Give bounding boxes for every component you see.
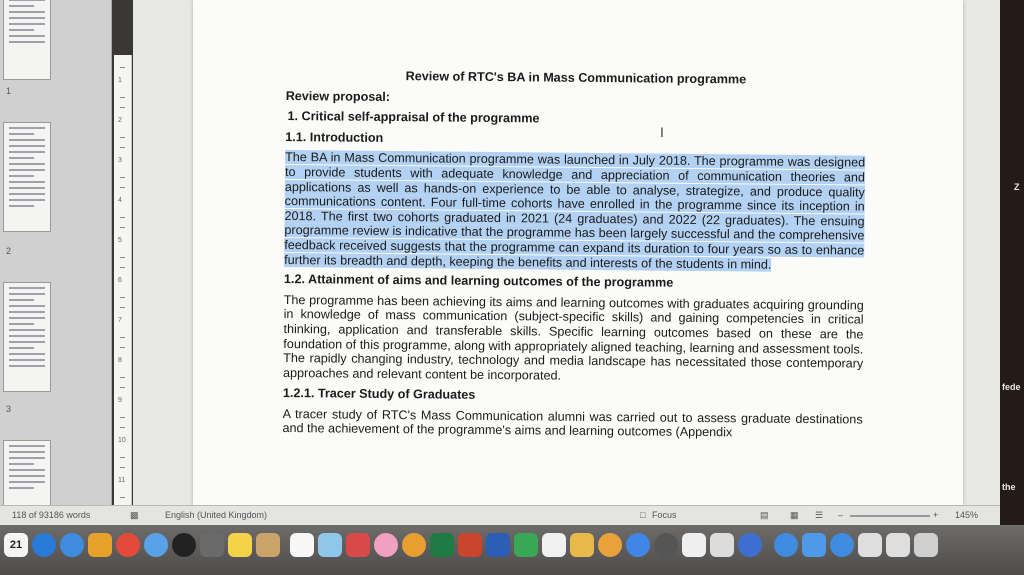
books-icon[interactable] (402, 533, 426, 557)
preview-icon[interactable] (318, 533, 342, 557)
background-text: fede (1002, 382, 1021, 392)
facetime-icon[interactable] (514, 533, 538, 557)
web-layout-icon[interactable]: ☰ (815, 510, 824, 520)
window-thumbnail-icon[interactable] (886, 533, 910, 557)
background-window (1000, 0, 1024, 525)
ruler-number: 10 (118, 437, 126, 444)
status-bar (0, 505, 1000, 525)
ruler-number: 1 (118, 77, 122, 84)
trash-icon[interactable] (914, 533, 938, 557)
downloads-folder-icon[interactable] (774, 533, 798, 557)
background-text: Z (1014, 182, 1020, 192)
chrome-icon[interactable] (116, 533, 140, 557)
section-heading-1-2-1: 1.2.1. Tracer Study of Graduates (282, 386, 476, 403)
ruler-number: 9 (118, 397, 122, 404)
app-store-alt-icon[interactable] (626, 533, 650, 557)
notes-icon[interactable] (228, 533, 252, 557)
ruler-number: 3 (118, 157, 122, 164)
textedit-icon[interactable] (290, 533, 314, 557)
thumbnail-page-number: 2 (6, 246, 12, 256)
contacts-icon[interactable] (256, 533, 280, 557)
zoom-out-button[interactable]: – (838, 510, 844, 520)
selected-text[interactable]: The BA in Mass Communication programme was launched in July 2018. The programme was designed to provide students with adequate knowledge and appreciation of communication theories and applications as well as hands-on experience to be able to analyse, strategize, and produce quality communications content. Four full-time cohorts have enrolled in the programme since its inception in 2018. The first two cohorts graduated in 2021 (24 graduates) and 2022 (22 graduates). The ensuing programme review is indicative that the programme has been largely successful and the comprehensive feedback received suggests that the programme can expand its duration to four years so as to enhance further its breadth and depth, keeping the benefits and interests of the students in mind. (284, 150, 866, 272)
thumbnail-page-number: 3 (6, 404, 12, 414)
section-heading-1: 1. Critical self-appraisal of the programme (287, 109, 540, 126)
word-count[interactable]: 118 of 93186 words (12, 510, 91, 520)
excel-icon[interactable] (430, 533, 454, 557)
ruler-number: 6 (118, 277, 122, 284)
numbers-icon[interactable] (542, 533, 566, 557)
zoom-slider[interactable] (850, 515, 930, 517)
background-text: the (1002, 482, 1016, 492)
photos-icon[interactable] (88, 533, 112, 557)
page-thumbnail[interactable] (3, 282, 51, 392)
music-icon[interactable] (374, 533, 398, 557)
bluetooth-icon[interactable] (738, 533, 762, 557)
print-layout-icon[interactable]: ▦ (790, 510, 799, 520)
thumbnail-page-number: 1 (6, 86, 12, 96)
page-thumbnail[interactable] (3, 0, 51, 80)
page-thumbnail[interactable] (3, 440, 51, 510)
powerpoint-icon[interactable] (458, 533, 482, 557)
ruler-number: 8 (118, 357, 122, 364)
photo-booth-icon[interactable] (346, 533, 370, 557)
zoom-level[interactable]: 145% (955, 510, 979, 520)
safari-icon[interactable] (60, 533, 84, 557)
document-page[interactable] (193, 0, 963, 505)
ruler-number: 7 (118, 317, 122, 324)
keynote-icon[interactable] (598, 533, 622, 557)
word-icon[interactable] (486, 533, 510, 557)
section-heading-1-1: 1.1. Introduction (285, 129, 384, 145)
focus-icon[interactable]: □ (640, 510, 646, 520)
calendar-icon[interactable]: 21 (4, 533, 28, 557)
read-mode-icon[interactable]: ▤ (760, 510, 769, 520)
finder-icon[interactable] (32, 533, 56, 557)
review-proposal-label: Review proposal: (285, 88, 391, 104)
window-thumbnail-icon[interactable] (858, 533, 882, 557)
ruler-number: 11 (118, 477, 126, 484)
ruler-number: 4 (118, 197, 122, 204)
text-cursor-icon: I (660, 124, 664, 140)
tracer-paragraph[interactable]: A tracer study of RTC's Mass Communication alumni was carried out to assess graduate destinations and the achievement of the programme's aims and learning outcomes (Appendix (282, 406, 863, 440)
folder-icon[interactable] (802, 533, 826, 557)
utility-icon[interactable] (570, 533, 594, 557)
document-canvas[interactable] (133, 0, 1000, 505)
terminal-icon[interactable] (710, 533, 734, 557)
launchpad-icon[interactable] (172, 533, 196, 557)
ruler-number: 2 (118, 117, 122, 124)
thumbnail-pane (0, 0, 112, 510)
document-body[interactable] (282, 68, 866, 447)
language-indicator[interactable]: English (United Kingdom) (165, 510, 268, 520)
script-editor-icon[interactable] (682, 533, 706, 557)
zoom-in-button[interactable]: + (933, 510, 939, 520)
section-heading-1-2: 1.2. Attainment of aims and learning outcomes of the programme (283, 272, 674, 290)
page-thumbnail[interactable] (3, 122, 51, 232)
app-store-icon[interactable] (144, 533, 168, 557)
document-title: Review of RTC's BA in Mass Communication programme (405, 69, 747, 87)
rocket-icon[interactable] (200, 533, 224, 557)
focus-button[interactable]: Focus (652, 510, 677, 520)
vertical-ruler (114, 55, 132, 505)
globe-icon[interactable] (830, 533, 854, 557)
intro-paragraph-selected[interactable] (284, 150, 865, 272)
settings-icon[interactable] (654, 533, 678, 557)
aims-paragraph[interactable]: The programme has been achieving its aims and learning outcomes with graduates acquiring grounding in knowledge of mass communication (subject-specific skills) and gaining competencies in critical thinking, application and transferable skills. Specific learning outcomes based on these are the foundation of this programme, along with appropriately aligned teaching, learning and assessment tools. The rapidly changing industry, technology and media landscape has necessitated those contemporary approaches and relevant content be incorporated. (283, 292, 864, 383)
macos-dock (0, 525, 1024, 575)
ruler-number: 5 (118, 237, 122, 244)
proofing-icon[interactable]: ▩ (130, 510, 139, 520)
